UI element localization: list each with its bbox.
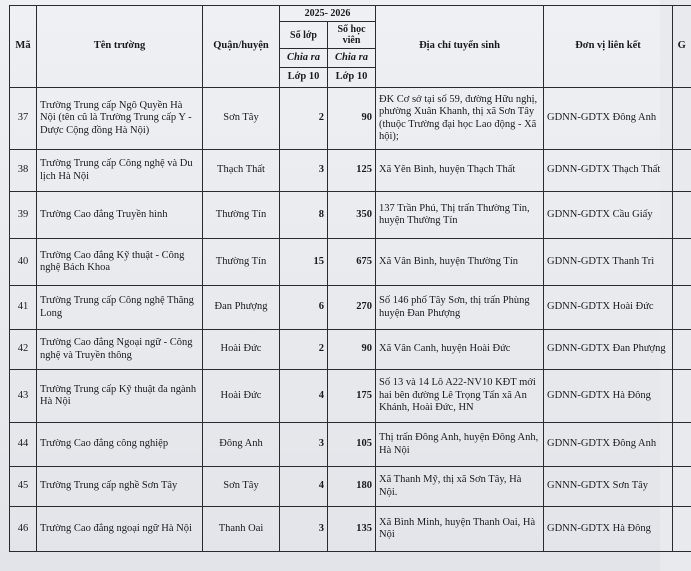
cell-ma: 39 xyxy=(10,192,37,239)
cell-quan-huyen: Hoài Đức xyxy=(203,330,280,370)
cell-so-hoc-vien: 90 xyxy=(328,88,376,150)
cell-so-hoc-vien: 350 xyxy=(328,192,376,239)
cell-dia-chi: Xã Vân Bình, huyện Thường Tín xyxy=(376,239,544,286)
cell-so-hoc-vien: 125 xyxy=(328,150,376,192)
cell-don-vi: GDNN-GDTX Thanh Trì xyxy=(544,239,673,286)
header-ten-truong: Tên trường xyxy=(37,6,203,88)
cell-so-hoc-vien: 175 xyxy=(328,370,376,423)
cell-quan-huyen: Thường Tín xyxy=(203,192,280,239)
cell-ten-truong: Trường Trung cấp Kỹ thuật đa ngành Hà Nội xyxy=(37,370,203,423)
cell-so-lop: 8 xyxy=(280,192,328,239)
cell-don-vi: GDNN-GDTX Đan Phượng xyxy=(544,330,673,370)
cell-so-lop: 6 xyxy=(280,286,328,330)
cell-ten-truong: Trường Cao đẳng Ngoại ngữ - Công nghệ và Truyền thông xyxy=(37,330,203,370)
cell-quan-huyen: Đan Phượng xyxy=(203,286,280,330)
table-row xyxy=(10,192,691,239)
cell-so-lop: 3 xyxy=(280,423,328,467)
cell-ma: 44 xyxy=(10,423,37,467)
cell-extra xyxy=(673,239,691,286)
cell-don-vi: GDNN-GDTX Hà Đông xyxy=(544,507,673,552)
cell-don-vi: GDNN-GDTX Thạch Thất xyxy=(544,150,673,192)
cell-extra xyxy=(673,467,691,507)
header-extra: G xyxy=(673,6,691,88)
cell-so-hoc-vien: 180 xyxy=(328,467,376,507)
table-row xyxy=(10,88,691,150)
cell-dia-chi: Số 146 phố Tây Sơn, thị trấn Phùng huyện Đan Phượng xyxy=(376,286,544,330)
cell-so-lop: 2 xyxy=(280,330,328,370)
cell-dia-chi: Xã Thanh Mỹ, thị xã Sơn Tây, Hà Nội. xyxy=(376,467,544,507)
table-row xyxy=(10,286,691,330)
cell-quan-huyen: Thanh Oai xyxy=(203,507,280,552)
cell-dia-chi: Thị trấn Đông Anh, huyện Đông Anh, Hà Nội xyxy=(376,423,544,467)
cell-ma: 38 xyxy=(10,150,37,192)
cell-so-hoc-vien: 105 xyxy=(328,423,376,467)
cell-extra xyxy=(673,192,691,239)
table-row xyxy=(10,370,691,423)
header-lop10-lop: Lớp 10 xyxy=(280,68,328,88)
cell-so-hoc-vien: 135 xyxy=(328,507,376,552)
table-row xyxy=(10,467,691,507)
enrollment-table xyxy=(9,5,691,552)
cell-extra xyxy=(673,330,691,370)
cell-ten-truong: Trường Trung cấp Công nghệ và Du lịch Hà Nội xyxy=(37,150,203,192)
cell-quan-huyen: Hoài Đức xyxy=(203,370,280,423)
table-row xyxy=(10,239,691,286)
cell-ten-truong: Trường Cao đẳng ngoại ngữ Hà Nội xyxy=(37,507,203,552)
header-year: 2025- 2026 xyxy=(280,6,376,22)
cell-dia-chi: Xã Bình Minh, huyện Thanh Oai, Hà Nội xyxy=(376,507,544,552)
cell-quan-huyen: Thạch Thất xyxy=(203,150,280,192)
cell-dia-chi: ĐK Cơ sở tại số 59, đường Hữu nghị, phường Xuân Khanh, thị xã Sơn Tây (thuộc Trường đại học Lao động - Xã hội); xyxy=(376,88,544,150)
cell-extra xyxy=(673,150,691,192)
cell-don-vi: GNNN-GDTX Sơn Tây xyxy=(544,467,673,507)
cell-ten-truong: Trường Trung cấp nghề Sơn Tây xyxy=(37,467,203,507)
header-don-vi: Đơn vị liên kết xyxy=(544,6,673,88)
cell-dia-chi: Xã Yên Bình, huyện Thạch Thất xyxy=(376,150,544,192)
cell-so-lop: 3 xyxy=(280,150,328,192)
table-row xyxy=(10,507,691,552)
cell-don-vi: GDNN-GDTX Đông Anh xyxy=(544,423,673,467)
cell-quan-huyen: Thường Tín xyxy=(203,239,280,286)
cell-don-vi: GDNN-GDTX Đông Anh xyxy=(544,88,673,150)
header-so-lop: Số lớp xyxy=(280,22,328,49)
table-row xyxy=(10,330,691,370)
cell-ma: 40 xyxy=(10,239,37,286)
cell-so-hoc-vien: 270 xyxy=(328,286,376,330)
cell-ma: 42 xyxy=(10,330,37,370)
cell-extra xyxy=(673,286,691,330)
cell-quan-huyen: Sơn Tây xyxy=(203,88,280,150)
cell-dia-chi: Số 13 và 14 Lô A22-NV10 KĐT mới hai bên đường Lê Trọng Tấn xã An Khánh, Hoài Đức, HN xyxy=(376,370,544,423)
cell-don-vi: GDNN-GDTX Hoài Đức xyxy=(544,286,673,330)
cell-so-hoc-vien: 90 xyxy=(328,330,376,370)
header-chia-ra-hv: Chia ra xyxy=(328,49,376,68)
table-row xyxy=(10,423,691,467)
cell-ten-truong: Trường Trung cấp Ngô Quyền Hà Nội (tên cũ là Trường Trung cấp Y - Dược Cộng đồng Hà Nội) xyxy=(37,88,203,150)
cell-ten-truong: Trường Trung cấp Công nghệ Thăng Long xyxy=(37,286,203,330)
cell-so-lop: 4 xyxy=(280,370,328,423)
cell-extra xyxy=(673,507,691,552)
cell-don-vi: GDNN-GDTX Cầu Giấy xyxy=(544,192,673,239)
cell-ten-truong: Trường Cao đẳng Truyền hình xyxy=(37,192,203,239)
cell-so-lop: 15 xyxy=(280,239,328,286)
header-chia-ra-lop: Chia ra xyxy=(280,49,328,68)
cell-don-vi: GDNN-GDTX Hà Đông xyxy=(544,370,673,423)
cell-ma: 41 xyxy=(10,286,37,330)
cell-extra xyxy=(673,370,691,423)
cell-ma: 46 xyxy=(10,507,37,552)
cell-ten-truong: Trường Cao đẳng Kỹ thuật - Công nghệ Bách Khoa xyxy=(37,239,203,286)
header-quan-huyen: Quận/huyện xyxy=(203,6,280,88)
cell-extra xyxy=(673,88,691,150)
cell-quan-huyen: Sơn Tây xyxy=(203,467,280,507)
header-lop10-hv: Lớp 10 xyxy=(328,68,376,88)
cell-dia-chi: 137 Trần Phú, Thị trấn Thường Tín, huyện Thường Tín xyxy=(376,192,544,239)
header-so-hoc-vien: Số học viên xyxy=(328,22,376,49)
header-ma: Mã xyxy=(10,6,37,88)
cell-so-lop: 3 xyxy=(280,507,328,552)
table-row xyxy=(10,150,691,192)
cell-ten-truong: Trường Cao đẳng công nghiệp xyxy=(37,423,203,467)
cell-dia-chi: Xã Vân Canh, huyện Hoài Đức xyxy=(376,330,544,370)
cell-ma: 43 xyxy=(10,370,37,423)
cell-so-lop: 2 xyxy=(280,88,328,150)
cell-ma: 45 xyxy=(10,467,37,507)
cell-so-lop: 4 xyxy=(280,467,328,507)
cell-ma: 37 xyxy=(10,88,37,150)
cell-quan-huyen: Đông Anh xyxy=(203,423,280,467)
header-dia-chi: Địa chỉ tuyển sinh xyxy=(376,6,544,88)
cell-extra xyxy=(673,423,691,467)
cell-so-hoc-vien: 675 xyxy=(328,239,376,286)
